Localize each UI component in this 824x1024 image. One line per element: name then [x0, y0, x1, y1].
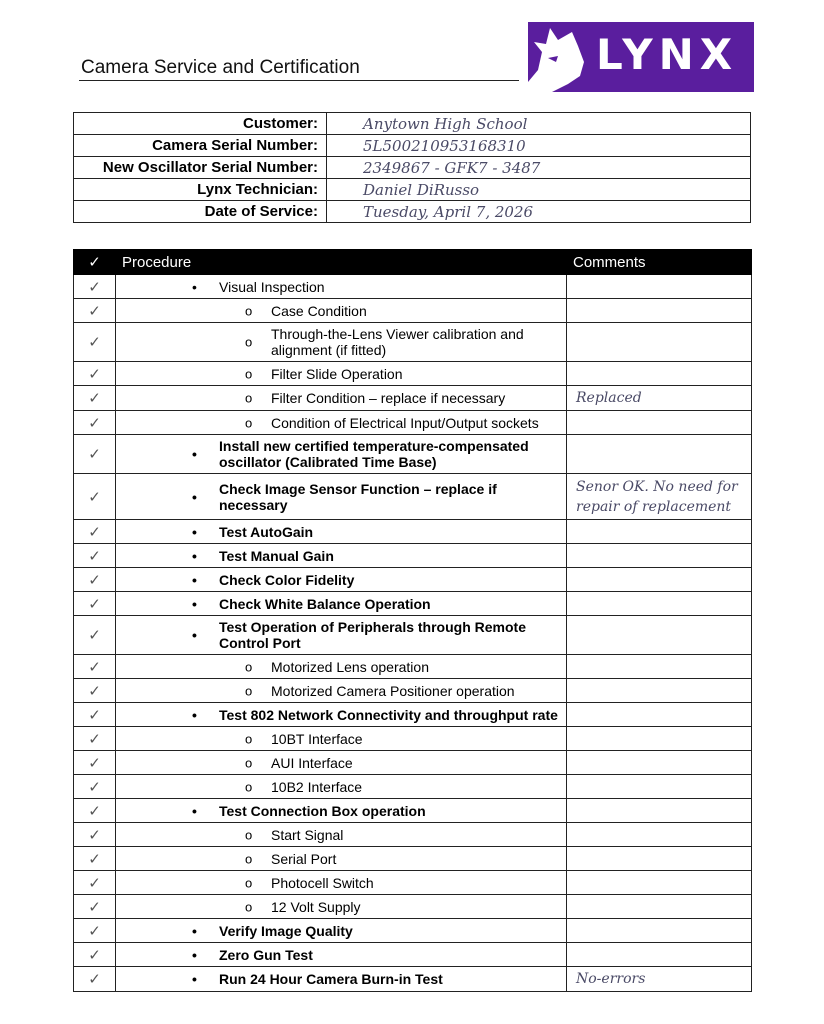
procedure-text: AUI Interface [271, 754, 353, 771]
comment-cell [567, 919, 752, 943]
comment-cell [567, 435, 752, 474]
info-value: 5L500210953168310 [327, 135, 751, 157]
lynx-logo-text: LYNX [596, 30, 739, 79]
procedure-cell [116, 751, 567, 775]
procedure-cell [116, 568, 567, 592]
procedure-cell [116, 967, 567, 992]
info-value: Daniel DiRusso [327, 179, 751, 201]
comment-cell [567, 895, 752, 919]
procedure-text: Install new certified temperature-compensated oscillator (Calibrated Time Base) [219, 438, 529, 470]
bullet-icon: • [192, 488, 197, 505]
checkmark-icon: ✓ [74, 703, 116, 727]
sub-bullet-icon: o [245, 659, 253, 674]
sub-bullet-icon: o [245, 303, 253, 318]
procedure-cell [116, 679, 567, 703]
checkmark-icon: ✓ [74, 775, 116, 799]
comment-cell [567, 616, 752, 655]
procedure-row [74, 727, 752, 751]
procedure-row [74, 943, 752, 967]
procedure-text: 12 Volt Supply [271, 898, 361, 915]
procedure-cell [116, 592, 567, 616]
procedure-cell [116, 703, 567, 727]
procedure-cell [116, 520, 567, 544]
procedure-cell [116, 823, 567, 847]
procedure-row [74, 679, 752, 703]
procedure-row [74, 386, 752, 411]
procedure-cell [116, 871, 567, 895]
service-info-table [73, 112, 751, 223]
procedure-row [74, 520, 752, 544]
procedure-row [74, 703, 752, 727]
checkmark-icon: ✓ [74, 592, 116, 616]
checkmark-icon: ✓ [74, 847, 116, 871]
document-title: Camera Service and Certification [81, 57, 360, 78]
comment-cell [567, 520, 752, 544]
procedure-row [74, 823, 752, 847]
comment-cell [567, 323, 752, 362]
info-label: New Oscillator Serial Number: [74, 157, 327, 179]
info-row [74, 201, 751, 223]
comment-cell [567, 544, 752, 568]
info-value: 2349867 - GFK7 - 3487 [327, 157, 751, 179]
comment-cell [567, 703, 752, 727]
procedure-text: Filter Slide Operation [271, 365, 403, 382]
bullet-icon: • [192, 627, 197, 643]
bullet-icon: • [192, 571, 197, 588]
procedure-cell [116, 775, 567, 799]
sub-bullet-icon: o [245, 390, 253, 406]
procedure-text: Test Manual Gain [219, 547, 334, 564]
bullet-icon: • [192, 595, 197, 612]
procedure-row [74, 568, 752, 592]
comment-cell [567, 592, 752, 616]
bullet-icon: • [192, 523, 197, 540]
bullet-icon: • [192, 802, 197, 819]
procedure-row [74, 919, 752, 943]
sub-bullet-icon: o [245, 827, 253, 842]
bullet-icon: • [192, 706, 197, 723]
procedure-text: Verify Image Quality [219, 922, 353, 939]
checkmark-icon: ✓ [74, 386, 116, 411]
procedure-text: Test Connection Box operation [219, 802, 426, 819]
procedure-cell [116, 616, 567, 655]
procedure-row [74, 967, 752, 992]
checkmark-icon: ✓ [74, 751, 116, 775]
procedure-row [74, 275, 752, 299]
info-value: Anytown High School [327, 113, 751, 135]
bullet-icon: • [192, 278, 197, 295]
comment-cell [567, 727, 752, 751]
checkmark-icon: ✓ [74, 544, 116, 568]
procedure-row [74, 323, 752, 362]
checkmark-icon: ✓ [74, 943, 116, 967]
procedure-text: Check Color Fidelity [219, 571, 355, 588]
info-value: Tuesday, April 7, 2026 [327, 201, 751, 223]
checkmark-icon: ✓ [74, 299, 116, 323]
procedure-header-row [74, 250, 752, 275]
checkmark-icon: ✓ [74, 323, 116, 362]
sub-bullet-icon: o [245, 415, 253, 430]
comment-cell [567, 411, 752, 435]
procedure-text: Run 24 Hour Camera Burn-in Test [219, 971, 443, 987]
procedure-cell [116, 943, 567, 967]
procedure-text: Motorized Lens operation [271, 658, 429, 675]
sub-bullet-icon: o [245, 366, 253, 381]
checkmark-icon: ✓ [74, 275, 116, 299]
procedure-table [73, 249, 752, 992]
procedure-cell [116, 362, 567, 386]
procedure-text: Serial Port [271, 850, 337, 867]
comments-column-header: Comments [567, 250, 752, 275]
procedure-cell [116, 411, 567, 435]
checkmark-icon: ✓ [74, 799, 116, 823]
checkmark-icon: ✓ [74, 655, 116, 679]
procedure-text: Check Image Sensor Function – replace if necessary [219, 480, 497, 513]
info-row [74, 179, 751, 201]
info-label: Customer: [74, 113, 327, 135]
comment-cell: No-errors [567, 967, 752, 992]
comment-cell [567, 299, 752, 323]
checkmark-icon: ✓ [74, 520, 116, 544]
procedure-cell [116, 847, 567, 871]
procedure-row [74, 544, 752, 568]
info-row [74, 113, 751, 135]
procedure-row [74, 362, 752, 386]
comment-cell [567, 943, 752, 967]
sub-bullet-icon: o [245, 851, 253, 866]
procedure-row [74, 895, 752, 919]
checkmark-icon: ✓ [74, 411, 116, 435]
sub-bullet-icon: o [245, 779, 253, 794]
procedure-cell [116, 727, 567, 751]
comment-cell [567, 751, 752, 775]
procedure-cell [116, 435, 567, 474]
checkmark-icon: ✓ [74, 362, 116, 386]
procedure-text: 10B2 Interface [271, 778, 363, 795]
comment-cell [567, 775, 752, 799]
procedure-cell [116, 895, 567, 919]
procedure-row [74, 616, 752, 655]
procedure-row [74, 871, 752, 895]
comment-cell [567, 362, 752, 386]
procedure-cell [116, 386, 567, 411]
procedure-cell [116, 474, 567, 520]
bullet-icon: • [192, 547, 197, 564]
comment-cell [567, 679, 752, 703]
procedure-text: 10BT Interface [271, 730, 363, 747]
info-label: Lynx Technician: [74, 179, 327, 201]
comment-cell [567, 568, 752, 592]
procedure-cell [116, 919, 567, 943]
checkmark-icon: ✓ [74, 568, 116, 592]
procedure-text: Filter Condition – replace if necessary [271, 390, 506, 406]
procedure-row [74, 847, 752, 871]
checkmark-icon: ✓ [74, 895, 116, 919]
bullet-icon: • [192, 922, 197, 939]
procedure-text: Through-the-Lens Viewer calibration and alignment (if fitted) [271, 326, 524, 358]
checkmark-icon: ✓ [74, 727, 116, 751]
checkmark-icon: ✓ [74, 474, 116, 520]
procedure-text: Test AutoGain [219, 523, 314, 540]
comment-cell [567, 847, 752, 871]
bullet-icon: • [192, 446, 197, 462]
procedure-cell [116, 299, 567, 323]
procedure-row [74, 411, 752, 435]
sub-bullet-icon: o [245, 899, 253, 914]
procedure-row [74, 751, 752, 775]
procedure-row [74, 435, 752, 474]
title-underline [79, 80, 519, 81]
comment-cell [567, 275, 752, 299]
procedure-text: Start Signal [271, 826, 344, 843]
checkmark-icon: ✓ [74, 679, 116, 703]
sub-bullet-icon: o [245, 334, 253, 350]
comment-cell [567, 655, 752, 679]
sub-bullet-icon: o [245, 683, 253, 698]
info-label: Date of Service: [74, 201, 327, 223]
checkmark-icon: ✓ [74, 616, 116, 655]
sub-bullet-icon: o [245, 875, 253, 890]
checkmark-icon: ✓ [74, 823, 116, 847]
procedure-text: Visual Inspection [219, 278, 325, 295]
procedure-text: Test 802 Network Connectivity and throughput rate [219, 706, 558, 723]
procedure-text: Photocell Switch [271, 874, 374, 891]
comment-cell [567, 823, 752, 847]
bullet-icon: • [192, 971, 197, 987]
check-column-header: ✓ [74, 250, 116, 275]
procedure-text: Case Condition [271, 302, 367, 319]
comment-cell [567, 799, 752, 823]
procedure-row [74, 592, 752, 616]
procedure-cell [116, 544, 567, 568]
procedure-row [74, 655, 752, 679]
info-label: Camera Serial Number: [74, 135, 327, 157]
sub-bullet-icon: o [245, 731, 253, 746]
procedure-cell [116, 275, 567, 299]
comment-cell: Replaced [567, 386, 752, 411]
info-row [74, 135, 751, 157]
sub-bullet-icon: o [245, 755, 253, 770]
procedure-text: Test Operation of Peripherals through Remote Control Port [219, 619, 527, 651]
procedure-text: Zero Gun Test [219, 946, 313, 963]
checkmark-icon: ✓ [74, 871, 116, 895]
procedure-text: Motorized Camera Positioner operation [271, 682, 515, 699]
procedure-row [74, 474, 752, 520]
comment-cell [567, 871, 752, 895]
procedure-row [74, 775, 752, 799]
bullet-icon: • [192, 946, 197, 963]
procedure-cell [116, 323, 567, 362]
procedure-cell [116, 655, 567, 679]
procedure-cell [116, 799, 567, 823]
procedure-row [74, 799, 752, 823]
procedure-text: Condition of Electrical Input/Output sockets [271, 414, 539, 431]
comment-cell: Senor OK. No need for repair of replacement [567, 474, 752, 520]
info-row [74, 157, 751, 179]
procedure-column-header: Procedure [116, 250, 567, 275]
checkmark-icon: ✓ [74, 919, 116, 943]
checkmark-icon: ✓ [74, 967, 116, 992]
checkmark-icon: ✓ [74, 435, 116, 474]
procedure-text: Check White Balance Operation [219, 595, 431, 612]
procedure-row [74, 299, 752, 323]
